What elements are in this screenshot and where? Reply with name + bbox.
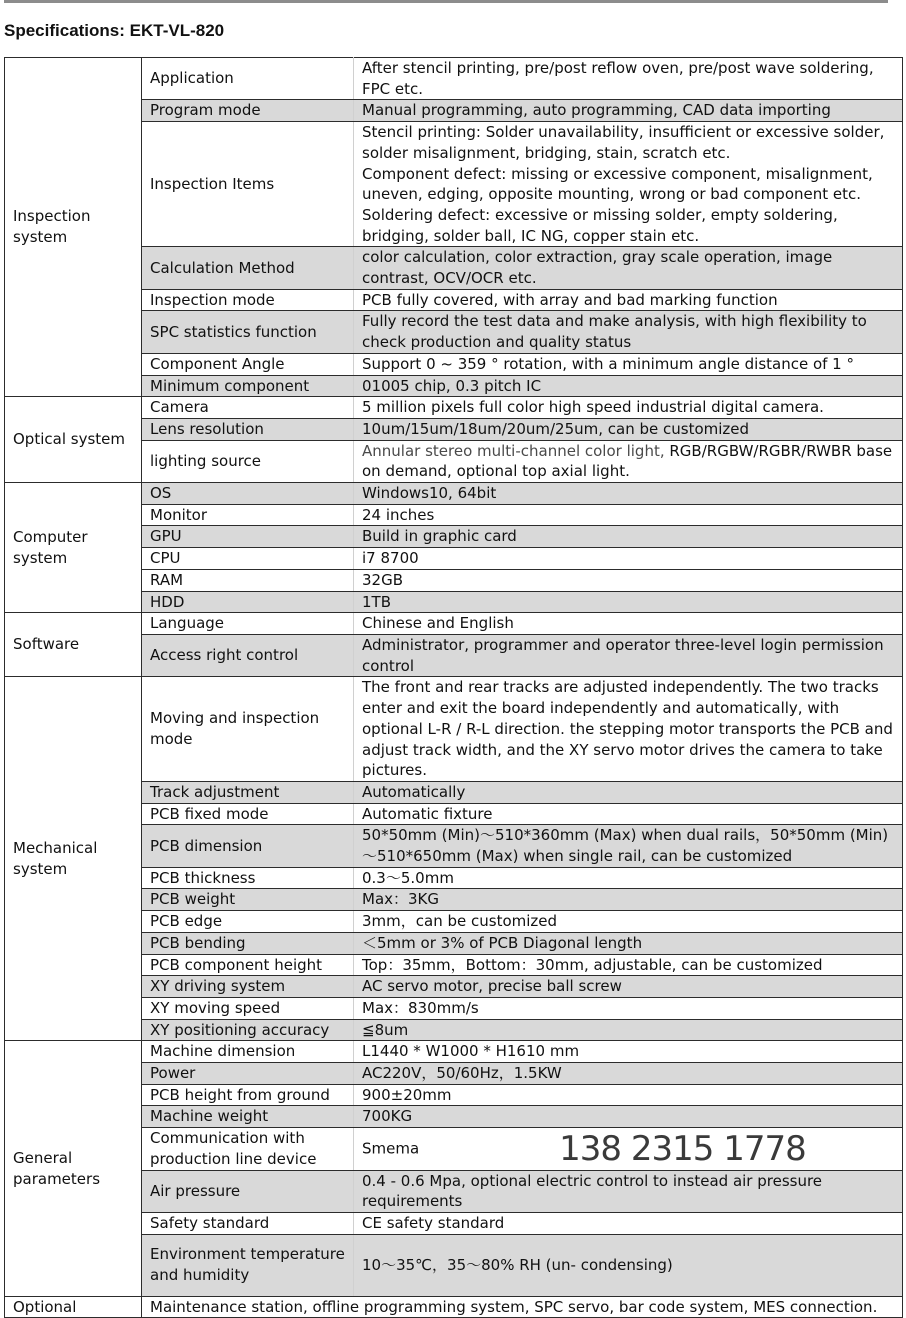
spec-row — [5, 613, 903, 635]
spec-label: Machine dimension — [142, 1041, 354, 1063]
spec-label: Track adjustment — [142, 781, 354, 803]
spec-value: Automatically — [354, 781, 903, 803]
spec-value — [354, 440, 903, 482]
phone-watermark: 138 2315 1778 — [559, 1128, 806, 1169]
spec-label: Safety standard — [142, 1212, 354, 1234]
spec-value: 700KG — [354, 1106, 903, 1128]
spec-label: Power — [142, 1063, 354, 1085]
inspection-item-line: Stencil printing: Solder unavailability, insufficient or excessive solder, solder misalignment, bridging, stain, scratch etc. — [362, 123, 885, 162]
inspection-item-line: Component defect: missing or excessive component, misalignment, uneven, edging, opposite mounting, wrong or bad component etc. — [362, 164, 873, 204]
spec-label: Inspection mode — [142, 289, 354, 311]
spec-label: Program mode — [142, 100, 354, 122]
spec-label: Component Angle — [142, 353, 354, 375]
spec-value: 32GB — [354, 569, 903, 591]
top-rule — [4, 0, 888, 3]
spec-label: Minimum component — [142, 375, 354, 397]
spec-value: i7 8700 — [354, 548, 903, 570]
spec-value: Fully record the test data and make analysis, with high flexibility to check production and quality status — [354, 311, 903, 353]
spec-value: 3mm，can be customized — [354, 911, 903, 933]
spec-label: Air pressure — [142, 1170, 354, 1212]
spec-value: Administrator, programmer and operator three-level login permission control — [354, 634, 903, 676]
spec-label: HDD — [142, 591, 354, 613]
spec-label: Lens resolution — [142, 418, 354, 440]
spec-table — [4, 57, 903, 1318]
spec-value: After stencil printing, pre/post reflow oven, pre/post wave soldering, FPC etc. — [354, 58, 903, 100]
spec-value: color calculation, color extraction, gray scale operation, image contrast, OCV/OCR etc. — [354, 247, 903, 289]
spec-value: Windows10, 64bit — [354, 483, 903, 505]
spec-label: PCB fixed mode — [142, 803, 354, 825]
category-software: Software — [5, 613, 142, 677]
spec-label: Calculation Method — [142, 247, 354, 289]
spec-label: Application — [142, 58, 354, 100]
spec-label: Moving and inspection mode — [142, 677, 354, 782]
spec-row — [5, 397, 903, 419]
spec-label: PCB bending — [142, 932, 354, 954]
spec-value: The front and rear tracks are adjusted independently. The two tracks enter and exit the board independently and automatically, with optional L-R / R-L direction. the stepping motor transports the PCB and adjust track width, and the XY servo motor drives the camera to take pictures. — [354, 677, 903, 782]
spec-value: 10～35℃，35～80% RH (un- condensing) — [354, 1234, 903, 1296]
spec-label: Access right control — [142, 634, 354, 676]
spec-label: PCB thickness — [142, 867, 354, 889]
spec-label: lighting source — [142, 440, 354, 482]
page-title: Specifications: EKT-VL-820 — [4, 21, 225, 40]
spec-label: CPU — [142, 548, 354, 570]
spec-label: XY positioning accuracy — [142, 1019, 354, 1041]
spec-value: Support 0 ~ 359 ° rotation, with a minimum angle distance of 1 ° — [354, 353, 903, 375]
optional-value: Maintenance station, offline programming system, SPC servo, bar code system, MES connection. — [142, 1296, 903, 1318]
spec-value — [354, 122, 903, 247]
category-general: General parameters — [5, 1041, 142, 1296]
spec-value: Automatic fixture — [354, 803, 903, 825]
spec-value: PCB fully covered, with array and bad marking function — [354, 289, 903, 311]
spec-value: AC servo motor, precise ball screw — [354, 976, 903, 998]
spec-value: AC220V，50/60Hz，1.5KW — [354, 1063, 903, 1085]
spec-label: Communication with production line device — [142, 1128, 354, 1170]
lighting-source-text: Annular stereo multi-channel color light, — [362, 441, 665, 460]
spec-row — [5, 1041, 903, 1063]
spec-label: Language — [142, 613, 354, 635]
category-mechanical: Mechanical system — [5, 677, 142, 1041]
inspection-item-line: Soldering defect: excessive or missing solder, empty soldering, bridging, solder ball, IC NG, copper stain etc. — [362, 205, 838, 245]
category-optional: Optional — [5, 1296, 142, 1318]
spec-value: Max：3KG — [354, 889, 903, 911]
spec-value: 01005 chip, 0.3 pitch IC — [354, 375, 903, 397]
spec-value: 900±20mm — [354, 1084, 903, 1106]
spec-value: Chinese and English — [354, 613, 903, 635]
spec-label: PCB edge — [142, 911, 354, 933]
spec-value: 0.4 - 0.6 Mpa, optional electric control to instead air pressure requirements — [354, 1170, 903, 1212]
category-optical: Optical system — [5, 397, 142, 483]
spec-row — [5, 1296, 903, 1318]
spec-value: 24 inches — [354, 504, 903, 526]
spec-value: CE safety standard — [354, 1212, 903, 1234]
spec-label: PCB height from ground — [142, 1084, 354, 1106]
lighting-source-options: RGB/RGBW/RGBR/RWBR base on demand, optional top axial light. — [362, 441, 893, 481]
spec-label: Environment temperature and humidity — [142, 1234, 354, 1296]
spec-value: 50*50mm (Min)～510*360mm (Max) when dual rails，50*50mm (Min)～510*650mm (Max) when single rail, can be customized — [354, 825, 903, 867]
spec-label: XY moving speed — [142, 997, 354, 1019]
spec-label: Camera — [142, 397, 354, 419]
communication-value: Smema — [362, 1139, 420, 1158]
spec-value: ≦8um — [354, 1019, 903, 1041]
spec-label: Machine weight — [142, 1106, 354, 1128]
spec-row — [5, 58, 903, 100]
spec-label: RAM — [142, 569, 354, 591]
spec-value: 1TB — [354, 591, 903, 613]
spec-label: PCB dimension — [142, 825, 354, 867]
spec-row — [5, 677, 903, 782]
spec-value: 0.3～5.0mm — [354, 867, 903, 889]
category-inspection: Inspection system — [5, 58, 142, 397]
spec-label: GPU — [142, 526, 354, 548]
spec-label: OS — [142, 483, 354, 505]
spec-label: Inspection Items — [142, 122, 354, 247]
spec-label: SPC statistics function — [142, 311, 354, 353]
spec-label: PCB weight — [142, 889, 354, 911]
spec-value: Manual programming, auto programming, CAD data importing — [354, 100, 903, 122]
spec-value: Max：830mm/s — [354, 997, 903, 1019]
spec-label: XY driving system — [142, 976, 354, 998]
spec-label: Monitor — [142, 504, 354, 526]
spec-row — [5, 483, 903, 505]
spec-value: L1440 * W1000 * H1610 mm — [354, 1041, 903, 1063]
spec-value: ＜5mm or 3% of PCB Diagonal length — [354, 932, 903, 954]
spec-value — [354, 1128, 903, 1170]
spec-label: PCB component height — [142, 954, 354, 976]
category-computer: Computer system — [5, 483, 142, 613]
spec-value: Build in graphic card — [354, 526, 903, 548]
spec-value: 5 million pixels full color high speed industrial digital camera. — [354, 397, 903, 419]
spec-value: Top：35mm，Bottom：30mm, adjustable, can be customized — [354, 954, 903, 976]
spec-value: 10um/15um/18um/20um/25um, can be customized — [354, 418, 903, 440]
